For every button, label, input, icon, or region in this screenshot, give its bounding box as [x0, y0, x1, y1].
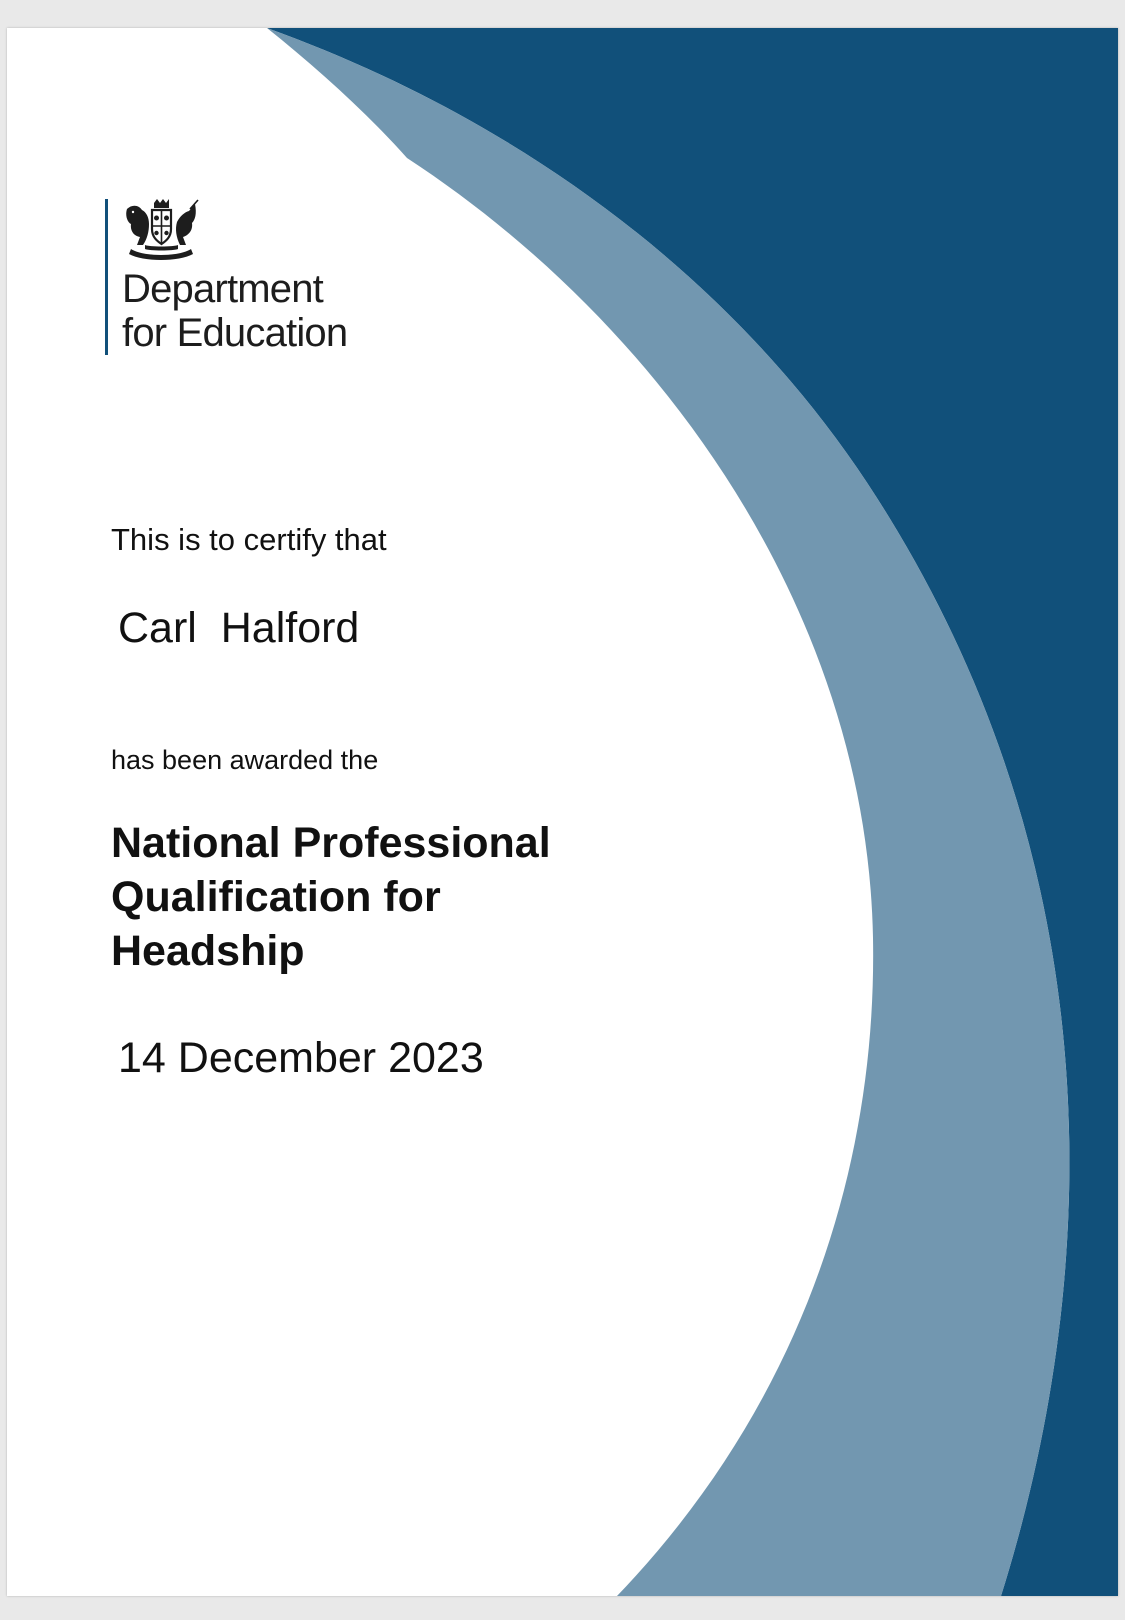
awarded-text: has been awarded the	[111, 745, 379, 775]
department-name-line-2: for Education	[122, 311, 348, 355]
department-name-line-1: Department	[122, 267, 323, 311]
recipient-name: Carl Halford	[118, 604, 360, 652]
royal-coat-of-arms-icon	[123, 199, 199, 261]
department-logo	[105, 199, 405, 357]
logo-rule	[105, 199, 108, 355]
award-date: 14 December 2023	[118, 1034, 484, 1082]
certificate-page	[7, 28, 1118, 1596]
department-name	[122, 267, 347, 355]
qualification-title	[111, 816, 551, 978]
qualification-line-2: Qualification for	[111, 873, 441, 921]
qualification-line-3: Headship	[111, 927, 305, 975]
certify-intro: This is to certify that	[111, 522, 387, 557]
qualification-line-1: National Professional	[111, 819, 551, 867]
